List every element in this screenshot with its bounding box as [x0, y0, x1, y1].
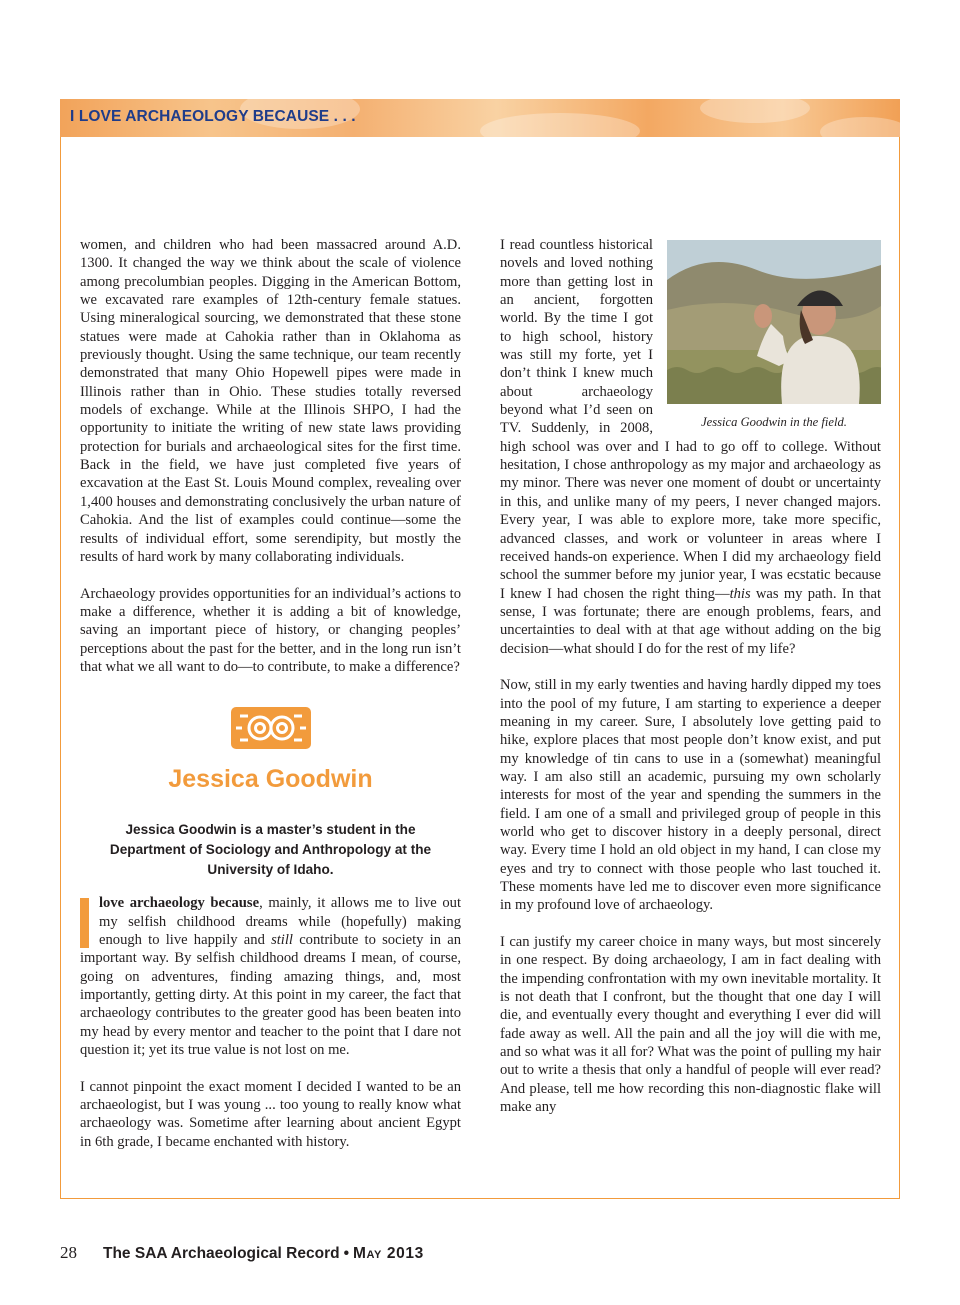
right-p1-end: was my path. In that sense, I was fortunate; there are enough problems, fears, and uncertainties to deal with at that age without adding on the big decision—what should I do for the rest of my life?: [500, 585, 881, 657]
right-paragraph-2: Now, still in my early twenties and having hardly dipped my toes into the pool of my future, I am starting to experience a deeper meaning in my career. Sure, I absolutely love getting paid to hike, explore places that most people don’t know exist, and put my knowledge of tin cans to use in a (somewhat) meaningful way. I am also still an academic, pursuing my own scholarly interests for most of the year and spending the summers in the field. I am one of a small and privileged group of people in this world who get to discover history in a deeply personal, direct way. Every time I hold an old object in my hand, I can close my eyes and try to connect with those people who last touched it. These moments have led me to discover even more significance in my profound love of archaeology.: [500, 677, 881, 914]
right-p1-text: I read countless historical novels and loved nothing more than getting lost in an ancient, forgotten world. By the time I got to high school, history was still my forte, yet I don’t think I knew much about archaeology beyond what I’d seen on TV. Suddenly, in 2008, high school was over and I had to go off to college. Without hesitation, I chose anthropology as my major and archaeology as my minor. There was never one moment of doubt or uncertainty in this, and unlike many of my peers, I never changed majors. Every year, I was able to explore more, take more specific, advanced classes, and work or volunteer in areas where I received hands-on experience. When I did my archaeology field school the summer before my junior year, I was ecstatic because I knew I had chosen the right thing—: [500, 237, 881, 602]
page-footer: [60, 1243, 424, 1263]
left-paragraph-1: women, and children who had been massacred around A.D. 1300. It changed the way we think about the scale of violence among precolumbian peoples. Digging in the American Bottom, we excavated rare examples of 12th-century female statues. Using mineralogical sourcing, we demonstrated that these stone statues were made at Cahokia rather than in Oklahoma as previously thought. Using the same technique, our team recently demonstrated that many Ohio Hopewell pipes were made in Illinois rather than in Ohio. These studies totally reversed models of exchange. While at the Illinois SHPO, I had the opportunity to initiate the writing of new state laws providing protection for burials and archaeological sites for the first time. Back in the field, we have just completed five years of excavation at the East St. Louis Mound complex, revealing over 1,400 houses and demonstrating conclusively the urban nature of Cahokia. And the list of examples could continue—some the results of individual effort, some serendipity, but mostly the results of hard work by many collaborating individuals.: [80, 237, 461, 565]
lead-text-2: contribute to society in an important way. By selfish childhood dreams I mean, of course, going on adventures, finding amazing things, and, most importantly, getting dirty. At this point in my career, the fact that archaeology contributes to the greater good has been beaten into my head by every mentor and teacher to the point that I dare not question it; yet its true value is not lost on me.: [80, 931, 461, 1058]
left-column: [80, 236, 461, 1151]
lead-italic-text: still: [271, 931, 293, 948]
lead-text-1: , mainly, it allows me to live out my selfish childhood dreams while (hopefully) making enough to live happily and: [99, 895, 462, 948]
author-photo: [667, 240, 881, 404]
footer-bullet: •: [343, 1245, 350, 1262]
photo-figure: [667, 240, 881, 430]
author-name: Jessica Goodwin: [168, 765, 373, 794]
lead-bold-text: love archaeology because: [99, 895, 260, 912]
essay-lead-paragraph: [80, 894, 461, 1059]
page-number: 28: [60, 1243, 77, 1262]
left-paragraph-2: Archaeology provides opportunities for an individual’s actions to make a difference, whether it is adding a bit of knowledge, saving an important piece of history, or changing peoples’ perceptions about the past for the better, and in the long run isn’t that what we all want to do—to contribute, to make a difference?: [80, 585, 461, 675]
spiral-logo-icon: [230, 706, 312, 750]
photo-caption: Jessica Goodwin in the field.: [701, 415, 847, 429]
right-paragraph-3: I can justify my career choice in many ways, but most sincerely in one respect. By doing archaeology, I am in fact dealing with the impending confrontation with my own inevitable mortality. It is not death that I confront, but the thought that one day I will die, and eventually every thought and everything I ever did will fade away as well. All the pain and all the joy will die with me, and so what was it all for? What was the point of pulling my hair out to write a thesis that only a handful of people will ever read? And please, tell me how recording this non-diagnostic flake will make any: [500, 934, 881, 1116]
drop-cap: [80, 898, 89, 948]
issue-date: May 2013: [353, 1245, 424, 1262]
section-banner: [60, 99, 900, 137]
publication-title: The SAA Archaeological Record: [103, 1245, 340, 1262]
author-bio: Jessica Goodwin is a master’s student in the Department of Sociology and Anthropology at the University of Idaho.: [109, 822, 432, 878]
right-column: [500, 236, 881, 1117]
banner-title: I LOVE ARCHAEOLOGY BECAUSE . . .: [70, 108, 356, 125]
essay-paragraph-2: I cannot pinpoint the exact moment I decided I wanted to be an archaeologist, but I was young ... too young to really know what archaeology was. Sometime after learning about ancient Egypt in 6th grade, I became enchanted with history.: [80, 1078, 461, 1150]
right-p1-italic: this: [729, 585, 751, 602]
